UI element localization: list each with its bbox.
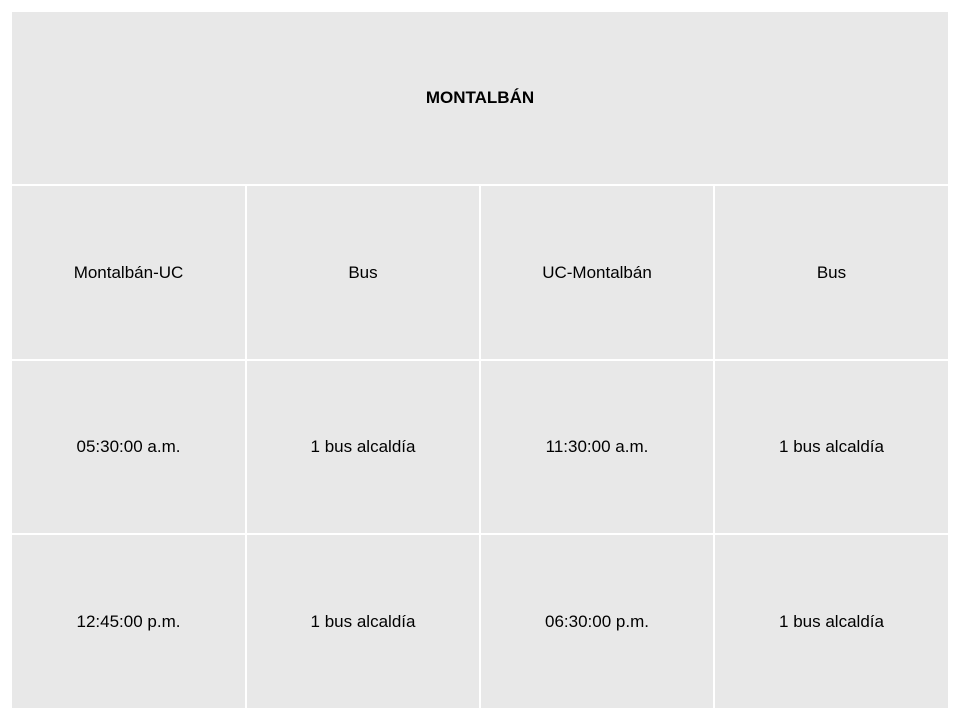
bus-cell: 1 bus alcaldía xyxy=(246,360,480,535)
header-cell-bus-outbound: Bus xyxy=(246,185,480,360)
bus-cell: 1 bus alcaldía xyxy=(246,534,480,708)
table-title: MONTALBÁN xyxy=(12,12,948,185)
departure-time-cell: 05:30:00 a.m. xyxy=(12,360,246,535)
schedule-table xyxy=(12,12,948,708)
bus-cell: 1 bus alcaldía xyxy=(714,534,948,708)
title-row xyxy=(12,12,948,185)
header-cell-bus-return: Bus xyxy=(714,185,948,360)
table-row xyxy=(12,534,948,708)
header-cell-route-uc-montalban: UC-Montalbán xyxy=(480,185,714,360)
return-time-cell: 06:30:00 p.m. xyxy=(480,534,714,708)
header-cell-route-montalban-uc: Montalbán-UC xyxy=(12,185,246,360)
return-time-cell: 11:30:00 a.m. xyxy=(480,360,714,535)
table-row xyxy=(12,360,948,535)
bus-cell: 1 bus alcaldía xyxy=(714,360,948,535)
header-row xyxy=(12,185,948,360)
departure-time-cell: 12:45:00 p.m. xyxy=(12,534,246,708)
